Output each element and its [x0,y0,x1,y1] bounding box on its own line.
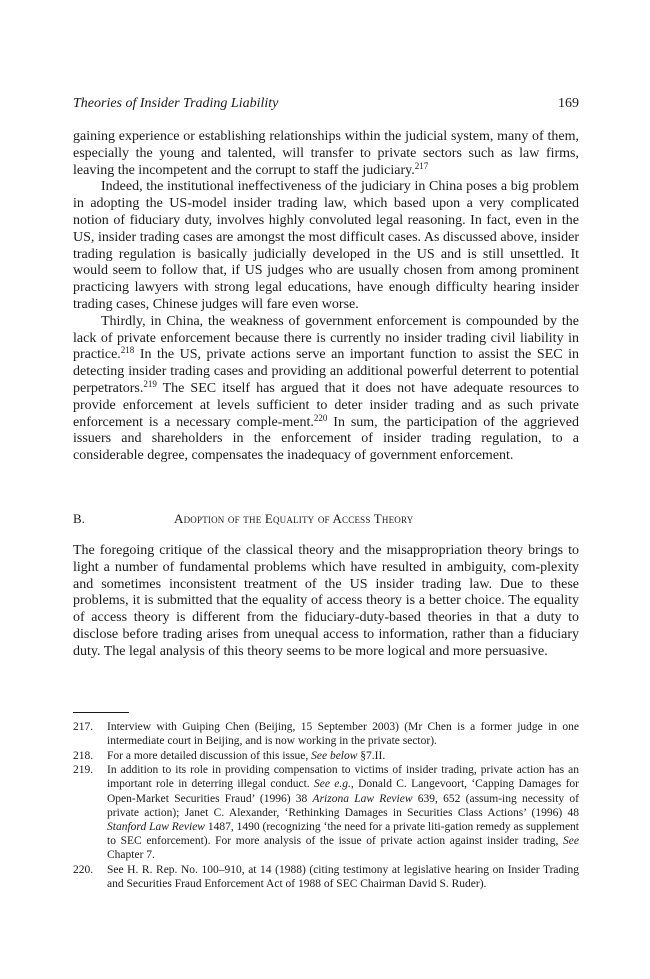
section-title: Adoption of the Equality of Access Theory [174,511,414,526]
footnote-217 [73,720,579,748]
section-paragraph: The foregoing critique of the classical theory and the misappropriation theory brings to light a number of fundamental problems which have resulted in ambiguity, com-plexity and sometimes inconsistent treatment of the US insider trading law. Due to these problems, it is submitted that the equality of access theory is a better choice. The equality of access theory is different from the fiduciary-duty-based theories in that a duty to disclose before trading arises from unequal access to information, rather than a fiduciary duty. The legal analysis of this theory seems to be more logical and more persuasive. [73,543,579,659]
footnote-divider [73,712,129,713]
footnote-text: See H. R. Rep. No. 100–910, at 14 (1988) (citing testimony at legislative hearing on Insider Trading and Securities Fraud Enforcement Act of 1988 of SEC Chairman David S. Ruder). [107,863,579,891]
paragraph-3: Thirdly, in China, the weakness of government enforcement is compounded by the lack of private enforcement because there is currently no insider trading civil liability in practice.$^{218}$ In the US, private actions serve an important function to assist the SEC in detecting insider trading cases and providing an additional powerful deterrent to potential perpetrators.$^{219}$ The SEC itself has argued that it does not have adequate resources to provide enforcement at levels sufficient to deter insider trading and as such private enforcement is a necessary comple-ment.$^{220}$ In sum, the participation of the aggrieved issuers and shareholders in the enforcement of insider trading regulation, to a considerable degree, compensates the inadequacy of government enforcement. [73,313,579,464]
section-heading [73,510,579,528]
section-letter: B. [73,511,85,526]
paragraph-2: Indeed, the institutional ineffectiveness of the judiciary in China poses a big problem in adopting the US-model insider trading law, which based upon a very complicated notion of fiduciary duty, involves highly convoluted legal reasoning. In fact, even in the US, insider trading cases are amongst the most difficult cases. As discussed above, insider trading regulation is basically judicially developed in the US and is still unsettled. It would seem to follow that, if US judges who are usually chosen from among prominent practicing lawyers with strong legal educations, have enough difficulty hearing insider trading cases, Chinese judges will fare even worse. [73,179,579,312]
footnote-220 [73,863,579,891]
footnote-number: 219. [73,764,94,777]
body-text [73,129,579,465]
footnote-219: 219. In addition to its role in providing compensation to victims of insider trading, private action has an important role in deterring illegal conduct. See e.g., Donald C. Langevoort, ‘Capping Damages for Open-Market Securities Fraud’ (1996) 38 Arizona Law Review 639, 652 (assum-ing necessity of private action); Janet C. Alexander, ‘Rethinking Damages in Securities Class Actions’ (1996) 48 Stanford Law Review 1487, 1490 (recognizing ‘the need for a private liti-gation remedy as supplement to SEC enforcement). For more analysis of the issue of private action against insider trading, See Chapter 7. [73,764,580,862]
footnotes [73,720,579,892]
running-head [73,95,579,113]
footnote-number: 218. [73,749,94,762]
footnote-ref-219[interactable]: 219 [143,378,157,389]
footnote-ref-217[interactable]: 217 [414,160,429,171]
paragraph-1: gaining experience or establishing relationships within the judicial system, many of them, especially the young and talented, will transfer to private sectors such as law firms, leaving the incompetent and the corrupt to staff the judiciary.$^{217}$ [73,129,579,178]
section-body [73,543,579,661]
footnote-ref-220[interactable]: 220 [313,412,328,423]
footnote-218: 218. For a more detailed discussion of this issue, See below §7.II. [73,749,386,762]
footnote-number: 217. [73,721,94,733]
running-head-title: Theories of Insider Trading Liability [73,96,279,111]
page-number: 169 [558,96,579,111]
footnote-number: 220. [73,863,94,876]
footnote-ref-218[interactable]: 218 [120,345,135,356]
footnote-text: Interview with Guiping Chen (Beijing, 15 September 2003) (Mr Chen is a former judge in one intermediate court in Beijing, and is now working in the private sector). [107,721,579,748]
